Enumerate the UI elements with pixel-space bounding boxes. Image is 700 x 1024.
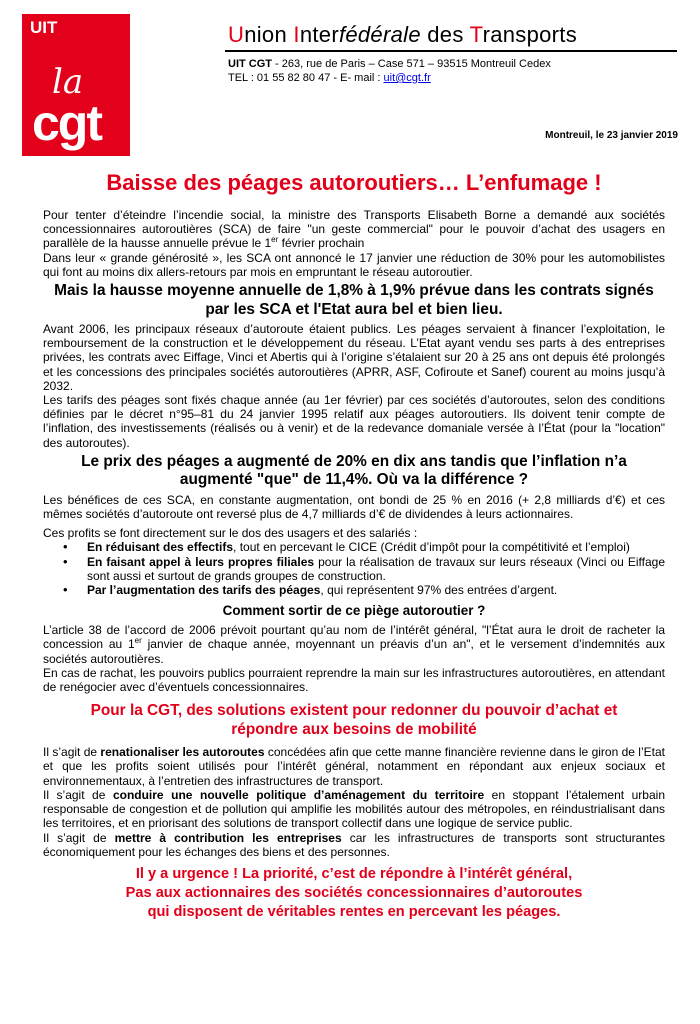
address-tel: TEL : 01 55 82 80 47 - E- mail : xyxy=(228,72,384,84)
list-item xyxy=(87,583,665,597)
solution-text: concédées afin que cette manne financière revienne dans le giron de l’Etat et que les profits soient utilisés pour l’intérêt général, notamment en répondant aux enjeux sociaux et environnementaux, à l’entretien des infrastructures de transport. xyxy=(43,745,665,788)
solution-pre: Il s’agit de xyxy=(43,830,115,845)
organisation-name xyxy=(228,22,577,48)
org-word-ransports: ransports xyxy=(482,22,578,47)
closing-line-2: Pas aux actionnaires des sociétés concessionnaires d’autoroutes xyxy=(125,884,583,901)
list-item-text: pour la réalisation de travaux sur leurs réseaux (Vinci ou Eiffage sont aussi et surtout de grands groupes de construction. xyxy=(87,554,666,583)
history-paragraph-1: Avant 2006, les principaux réseaux d’autoroute étaient publics. Les péages servaient à financer l’exploitation, le remboursement de la construction et le développement du réseau. L’Etat ayant vendu ses parts à des entreprises privées, les contrats avec Eiffage, Vinci et Abertis qui à l’origine s’étalaient sur 20 à 25 ans ont depuis été prolongés et les concessions des principales sociétés autoroutières (APRR, ASF, Cofiroute et Sanef) courent au moins jusqu’à 2032. xyxy=(43,322,665,393)
intro-paragraph-2: Dans leur « grande générosité », les SCA ont annoncé le 17 janvier une réduction de 30% pour les automobilistes qui font au moins dix allers-retours par mois en empruntant le réseau autoroutier. xyxy=(43,250,665,279)
solution-bold: renationaliser les autoroutes xyxy=(100,745,265,760)
email-link[interactable]: uit@cgt.fr xyxy=(383,72,431,84)
exit-p1-text: L’article 38 de l’accord de 2006 prévoit pourtant qu’au nom de l’intérêt général, "l’État aura le droit de racheter la concession au 1 xyxy=(43,623,665,652)
address-street: - 263, rue de Paris – Case 571 – 93515 Montreuil Cedex xyxy=(272,58,551,70)
list-item-text: , qui représentent 97% des entrées d’argent. xyxy=(320,583,558,598)
intro-p1-text: Pour tenter d’éteindre l’incendie social, la ministre des Transports Elisabeth Borne a demandé aux sociétés concessionnaires autoroutières (SCA) de faire "un geste commercial" pour le pouvoir d’achat des usagers en parallèle de la hausse annuelle prévue le 1 xyxy=(43,208,665,251)
intro-p1-end: février prochain xyxy=(278,236,365,251)
logo-la-text: la xyxy=(52,62,84,102)
benefits-paragraph-1: Les bénéfices de ces SCA, en constante augmentation, ont bondi de 25 % en 2016 (+ 2,8 milliards d’€) et ces mêmes sociétés d’autoroute ont reversé plus de 4,7 milliards d’€ de dividendes à leurs actionnaires. xyxy=(43,492,665,522)
exit-p1-end: janvier de chaque année, moyennant un préavis d’un an", et le versement d’indemnités aux sociétés autoroutières. xyxy=(43,637,665,666)
heading-prix: Le prix des péages a augmenté de 20% en dix ans tandis que l’inflation n’a augmenté "que" de 11,4%. Où va la différence ? xyxy=(81,452,627,489)
closing-line-1: Il y a urgence ! La priorité, c’est de répondre à l’intérêt général, xyxy=(135,865,573,882)
org-initial-i: I xyxy=(293,22,300,47)
intro-p1-sup: er xyxy=(271,235,279,245)
address-org: UIT CGT xyxy=(228,58,272,70)
exit-paragraph-1 xyxy=(43,623,665,666)
closing-line-3: qui disposent de véritables rentes en percevant les péages. xyxy=(147,903,561,920)
org-word-des: des xyxy=(420,22,470,47)
document-date: Montreuil, le 23 janvier 2019 xyxy=(545,130,678,141)
solution-paragraph-3 xyxy=(43,831,665,859)
org-word-federale: fédérale xyxy=(338,22,421,47)
heading-hausse: Mais la hausse moyenne annuelle de 1,8% à 1,9% prévue dans les contrats signés par les SCA et l'Etat aura bel et bien lieu. xyxy=(54,282,654,318)
benefits-paragraph-2: Ces profits se font directement sur le dos des usagers et des salariés : xyxy=(43,526,418,541)
intro-paragraph-1 xyxy=(43,208,665,251)
list-item xyxy=(87,555,665,583)
list-item-bold: En faisant appel à leurs propres filiales xyxy=(87,554,315,569)
list-item xyxy=(87,540,665,554)
org-word-inter: nter xyxy=(299,22,339,47)
solution-paragraph-1 xyxy=(43,745,665,788)
list-item-text: , tout en percevant le CICE (Crédit d’impôt pour la compétitivité et l’emploi) xyxy=(233,540,630,555)
exit-p1-sup: er xyxy=(134,636,142,646)
history-paragraph-2: Les tarifs des péages sont fixés chaque année (au 1er février) par ces sociétés d’autoroutes, selon des conditions définies par le décret n°95–81 du 24 janvier 1995 relatif aux péages autoroutiers. Ils doivent tenir compte de l’inflation, des investissements (réalisés ou à venir) et de la redevance domaniale versée à l’État (pour la "location" des autoroutes). xyxy=(43,393,665,450)
solution-text: en stoppant l’étalement urbain responsable de congestion et de pollution qui amplifie les mobilités autour des métropoles, en réindustrialisant dans les territoires, et en priorisant des solutions de transport collectif dans une logique de service public. xyxy=(43,787,665,831)
closing-statement xyxy=(43,865,665,922)
profits-list xyxy=(43,540,665,597)
header-address xyxy=(228,57,551,85)
org-initial-u: U xyxy=(228,22,245,47)
solution-pre: Il s’agit de xyxy=(43,787,113,802)
solution-pre: Il s’agit de xyxy=(43,745,101,760)
logo-cgt-text: cgt xyxy=(32,95,101,151)
list-item-bold: Par l’augmentation des tarifs des péages xyxy=(87,583,321,598)
solution-paragraph-2 xyxy=(43,788,665,831)
solution-text: car les infrastructures de transports sont structurantes économiquement pour les échanges des biens et des personnes. xyxy=(43,830,665,859)
exit-paragraph-2: En cas de rachat, les pouvoirs publics pourraient reprendre la main sur les infrastructures autoroutières, en attendant de renégocier avec d’éventuels concessionnaires. xyxy=(43,665,665,695)
cgt-logo xyxy=(22,14,130,156)
logo-uit-text: UIT xyxy=(30,18,58,37)
org-initial-t: T xyxy=(469,22,483,47)
list-item-bold: En réduisant des effectifs xyxy=(87,540,234,555)
document-body xyxy=(43,170,665,922)
solution-bold: mettre à contribution les entreprises xyxy=(114,830,342,845)
document-title: Baisse des péages autoroutiers… L’enfumage ! xyxy=(106,170,602,195)
header-rule xyxy=(225,50,677,52)
heading-cgt-solutions: Pour la CGT, des solutions existent pour redonner du pouvoir d’achat et répondre aux besoins de mobilité xyxy=(90,702,618,738)
solution-bold: conduire une nouvelle politique d’aménagement du territoire xyxy=(112,787,485,802)
org-word-nion: nion xyxy=(244,22,294,47)
heading-sortir: Comment sortir de ce piège autoroutier ? xyxy=(222,603,486,619)
